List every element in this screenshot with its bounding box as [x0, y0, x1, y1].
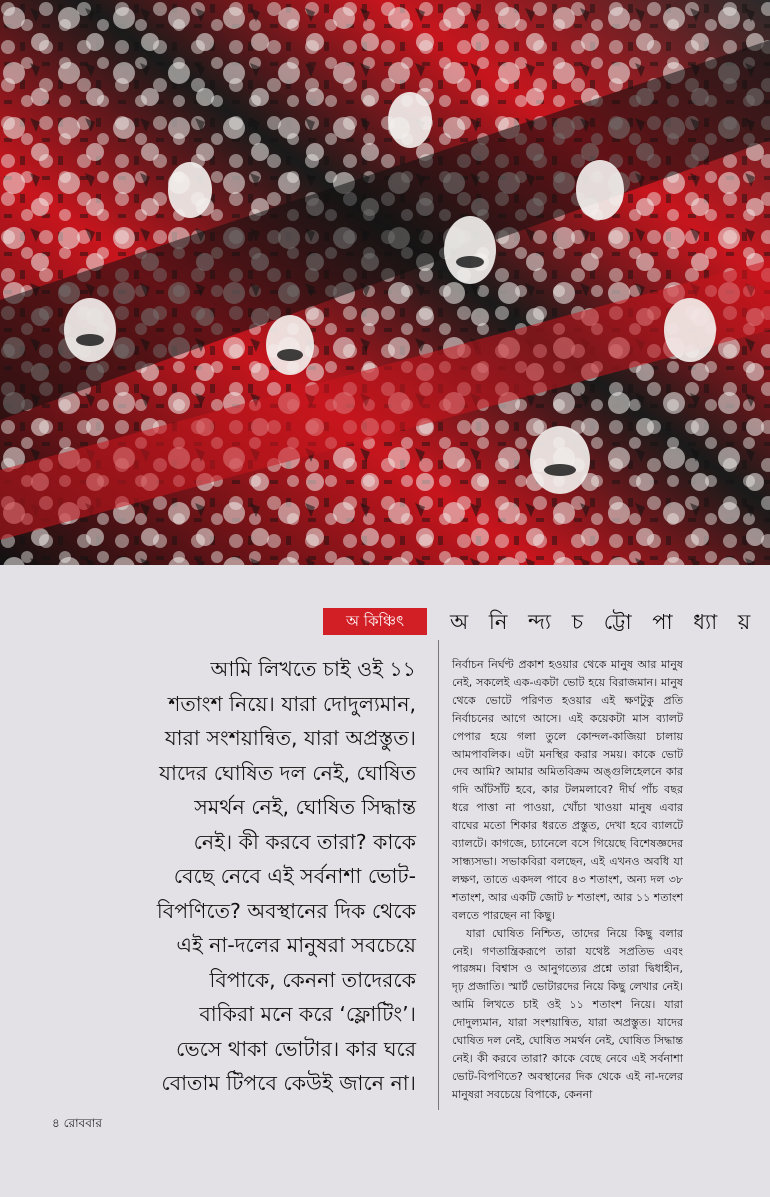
crowd-photo-icon — [0, 0, 770, 565]
section-tag: অ কিঞ্চিৎ — [323, 608, 427, 635]
column-divider — [438, 640, 439, 1110]
article-body — [452, 656, 683, 1104]
author-byline: অ নি ন্দ্য চ ট্টো পা ধ্যা য় — [450, 610, 758, 634]
article-paragraph: নির্বাচন নির্ঘণ্ট প্রকাশ হওয়ার থেকে মানুষ আর মানুষ নেই, সকলেই এক-একটা ভোট হয়ে বিরাজমান। মানুষ থেকে ভোটে পরিণত হওয়ার এই ক্ষণটুকু প্রতি নির্বাচনের আগে আসে। এই কয়েকটা মাস ব্যালট পেপার হয়ে গলা তুলে কোন্দল-কাজিয়া চালায় আমপাবলিক। এটা মনস্থির করার সময়। কাকে ভোট দেব আমি? আমার অমিতবিক্রম অঙ্গুলিহেলনে কার গদি আঁটসাঁট হবে, কার টলমলাবে? দীর্ঘ পাঁচ বছর ধরে পাত্তা না পাওয়া, খোঁচা খাওয়া মানুষ এবার বাঘের মতো শিকার ধরতে প্রস্তুত, দেখা হবে ব্যালটে ব্যালটে। কাগজে, চ্যানেলে বসে গিয়েছে বিশেষজ্ঞদের সান্ধ্যসভা। সভাকবিরা বলছেন, এই এখনও অবধি যা লক্ষণ, তাতে একদল পাবে ৪৩ শতাংশ, অন্য দল ৩৮ শতাংশ, আর একটি জোট ৮ শতাংশ, আর ১১ শতাংশ বলতে পারছেন না কিছু। — [452, 658, 683, 922]
pull-quote — [150, 652, 416, 1101]
hero-image — [0, 0, 770, 565]
article-paragraph: যারা ঘোষিত নিশ্চিত, তাদের নিয়ে কিছু বলার নেই। গণতান্ত্রিকরূপে তারা যথেষ্ট সপ্রতিভ এবং পারঙ্গম। বিশ্বাস ও আনুগত্যের প্রশ্নে তারা দ্বিধাহীন, দৃঢ় প্রজাতি। স্মার্ট ভোটারদের নিয়ে কিছু লেখার নেই। আমি লিখতে চাই ওই ১১ শতাংশ নিয়ে। যারা দোদুল্যমান, যারা সংশয়ান্বিত, যারা অপ্রস্তুত। যাদের ঘোষিত দল নেই, ঘোষিত সমর্থন নেই, ঘোষিত সিদ্ধান্ত নেই। কী করবে তারা? কাকে বেছে নেবে এই সর্বনাশা ভোট-বিপণিতে? অবস্থানের দিক থেকে এই না-দলের মানুষরা সবচেয়ে বিপাকে, কেননা — [452, 926, 684, 1101]
page-folio: ৪ রোববার — [52, 1116, 102, 1130]
pull-quote-text: আমি লিখতে চাই ওই ১১ শতাংশ নিয়ে। যারা দোদুল্যমান, যারা সংশয়ান্বিত, যারা অপ্রস্তুত। যাদের ঘোষিত দল নেই, ঘোষিত সমর্থন নেই, ঘোষিত সিদ্ধান্ত নেই। কী করবে তারা? কাকে বেছে নেবে এই সর্বনাশা ভোট-বিপণিতে? অবস্থানের দিক থেকে এই না-দলের মানুষরা সবচেয়ে বিপাকে, কেননা তাদেরকে বাকিরা মনে করে ‘ফ্লোটিং’। ভেসে থাকা ভোটার। কার ঘরে বোতাম টিপবে কেউই জানে না। — [156, 657, 416, 1095]
